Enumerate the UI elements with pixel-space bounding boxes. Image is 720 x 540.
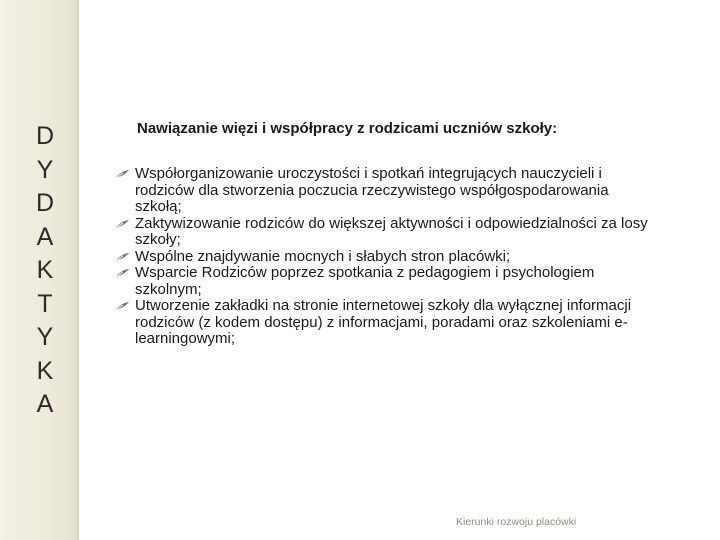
vertical-title [28, 120, 62, 422]
vertical-title-letter: Y [36, 155, 54, 184]
feather-quill-icon [114, 169, 130, 180]
list-item-text: Zaktywizowanie rodziców do większej aktywności i odpowiedzialności za losy szkoły; [135, 214, 648, 248]
vertical-title-letter: T [37, 289, 53, 318]
feather-quill-icon [114, 219, 130, 230]
list-item-text: Utworzenie zakładki na stronie internetowej szkoły dla wyłącznej informacji rodziców (z kodem dostępu) z informacjami, poradami oraz szkoleniami e-learningowymi; [135, 297, 632, 347]
feather-quill-icon [114, 252, 130, 263]
list-item-text: Wsparcie Rodziców poprzez spotkania z pedagogiem i psychologiem szkolnym; [135, 264, 595, 298]
vertical-title-letter: D [35, 122, 55, 150]
vertical-title-letter: K [36, 356, 54, 385]
vertical-title-letter: Y [36, 323, 54, 351]
list-item [114, 166, 659, 216]
footer-text: Kierunki rozwoju placówki [456, 516, 577, 528]
feather-quill-icon [114, 301, 130, 312]
vertical-title-letter: A [36, 390, 54, 418]
list-item [114, 265, 659, 298]
list-item [114, 216, 659, 249]
list-item [114, 298, 659, 348]
sidebar-divider [77, 0, 79, 540]
vertical-title-letter: K [36, 256, 54, 284]
slide-title: Nawiązanie więzi i współpracy z rodzicami uczniów szkoły: [137, 120, 558, 137]
bullet-list [114, 166, 659, 348]
feather-quill-icon [114, 268, 130, 279]
vertical-title-letter: A [36, 222, 54, 251]
list-item-text: Wspólne znajdywanie mocnych i słabych stron placówki; [135, 247, 511, 265]
list-item [114, 249, 659, 266]
vertical-title-letter: D [35, 189, 55, 217]
list-item-text: Współorganizowanie uroczystości i spotkań integrujących nauczycieli i rodziców dla stworzenia poczucia rzeczywistego współgospodarowania szkołą; [135, 165, 609, 215]
